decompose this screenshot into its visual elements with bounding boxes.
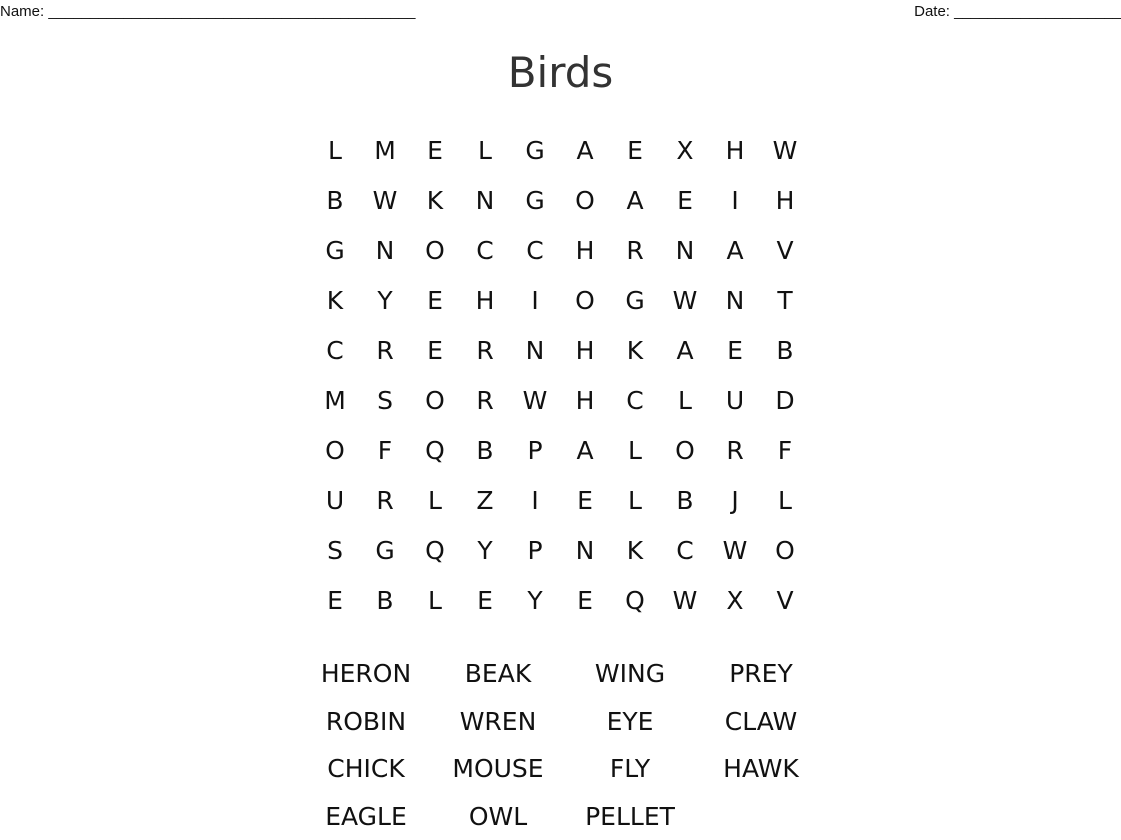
grid-letter: V [776,585,794,615]
grid-letter: W [672,285,698,315]
grid-letter: I [531,285,539,315]
grid-letter: G [375,535,395,565]
grid-letter: N [475,185,495,215]
grid-letter: W [522,385,548,415]
grid-letter: N [675,235,695,265]
grid-letter: Q [425,435,445,465]
grid-letter: B [476,435,494,465]
grid-letter: C [626,385,644,415]
grid-letter: H [475,285,495,315]
grid-letter: X [676,135,694,165]
grid-letter: D [775,385,795,415]
grid-letter: I [531,485,539,515]
page-title: Birds [507,48,614,97]
grid-letter: H [725,135,745,165]
grid-letter: L [778,485,792,515]
grid-letter: A [676,335,694,365]
grid-letter: U [725,385,745,415]
grid-letter: F [377,435,393,465]
grid-letter: O [425,385,445,415]
grid-letter: X [726,585,744,615]
word-list-item: HERON [320,659,412,689]
grid-letter: G [525,135,545,165]
grid-letter: U [325,485,345,515]
name-field-label: Name: ____________________________________________ [0,3,416,20]
word-list-item: CLAW [724,706,798,736]
word-list-item: EYE [606,706,654,736]
word-list-item: PREY [729,659,793,689]
grid-letter: M [374,135,396,165]
grid-letter: N [575,535,595,565]
grid-letter: M [324,385,346,415]
grid-letter: I [731,185,739,215]
grid-letter: H [575,235,595,265]
grid-letter: Y [477,535,493,565]
grid-letter: Q [625,585,645,615]
grid-letter: E [427,135,443,165]
grid-letter: G [325,235,345,265]
word-list-item: CHICK [327,754,405,784]
grid-letter: N [725,285,745,315]
grid-letter: G [625,285,645,315]
word-list-item: WREN [459,706,537,736]
letter-grid [310,125,810,625]
grid-letter: O [425,235,445,265]
grid-letter: R [476,385,494,415]
grid-letter: L [478,135,492,165]
grid-letter: N [525,335,545,365]
word-list [300,650,826,840]
grid-letter: H [575,335,595,365]
grid-letter: R [476,335,494,365]
grid-letter: F [777,435,793,465]
grid-letter: Z [476,485,494,515]
word-list-item: MOUSE [452,754,544,784]
grid-letter: S [327,535,343,565]
word-list-item: EAGLE [325,801,407,831]
grid-letter: O [775,535,795,565]
grid-letter: K [326,285,344,315]
word-list-item: FLY [609,754,651,784]
grid-letter: B [676,485,694,515]
word-list-item: ROBIN [325,706,407,736]
grid-letter: L [428,485,442,515]
grid-letter: J [731,485,739,515]
grid-letter: O [675,435,695,465]
date-field-label: Date: ____________________ [914,3,1121,20]
grid-letter: B [376,585,394,615]
grid-letter: R [376,485,394,515]
grid-letter: K [626,535,644,565]
grid-letter: R [626,235,644,265]
grid-letter: E [577,485,593,515]
grid-letter: A [576,435,594,465]
grid-letter: A [576,135,594,165]
grid-letter: E [427,285,443,315]
grid-letter: Y [527,585,543,615]
grid-letter: P [527,435,543,465]
grid-letter: G [525,185,545,215]
grid-letter: T [777,285,793,315]
word-list-item: HAWK [723,754,799,784]
grid-letter: C [526,235,544,265]
grid-letter: C [326,335,344,365]
grid-letter: E [477,585,493,615]
grid-letter: E [577,585,593,615]
grid-letter: W [722,535,748,565]
grid-letter: E [427,335,443,365]
grid-letter: Y [377,285,393,315]
grid-letter: L [628,435,642,465]
grid-letter: E [627,135,643,165]
word-list-item: WING [594,659,666,689]
grid-letter: R [376,335,394,365]
grid-letter: E [327,585,343,615]
grid-letter: L [678,385,692,415]
grid-letter: R [726,435,744,465]
word-list-item: PELLET [585,801,675,831]
grid-letter: L [428,585,442,615]
grid-letter: E [727,335,743,365]
grid-letter: O [325,435,345,465]
grid-letter: K [626,335,644,365]
grid-letter: C [676,535,694,565]
grid-letter: E [677,185,693,215]
grid-letter: B [776,335,794,365]
grid-letter: W [772,135,798,165]
word-list-item: BEAK [464,659,532,689]
grid-letter: W [372,185,398,215]
grid-letter: L [328,135,342,165]
grid-letter: N [375,235,395,265]
grid-letter: B [326,185,344,215]
grid-letter: H [775,185,795,215]
word-list-item: OWL [468,801,528,831]
grid-letter: Q [425,535,445,565]
grid-letter: A [626,185,644,215]
grid-letter: C [476,235,494,265]
grid-letter: H [575,385,595,415]
grid-letter: P [527,535,543,565]
grid-letter: V [776,235,794,265]
grid-letter: L [628,485,642,515]
grid-letter: O [575,185,595,215]
grid-letter: A [726,235,744,265]
grid-letter: K [426,185,444,215]
grid-letter: O [575,285,595,315]
grid-letter: W [672,585,698,615]
grid-letter: S [377,385,393,415]
